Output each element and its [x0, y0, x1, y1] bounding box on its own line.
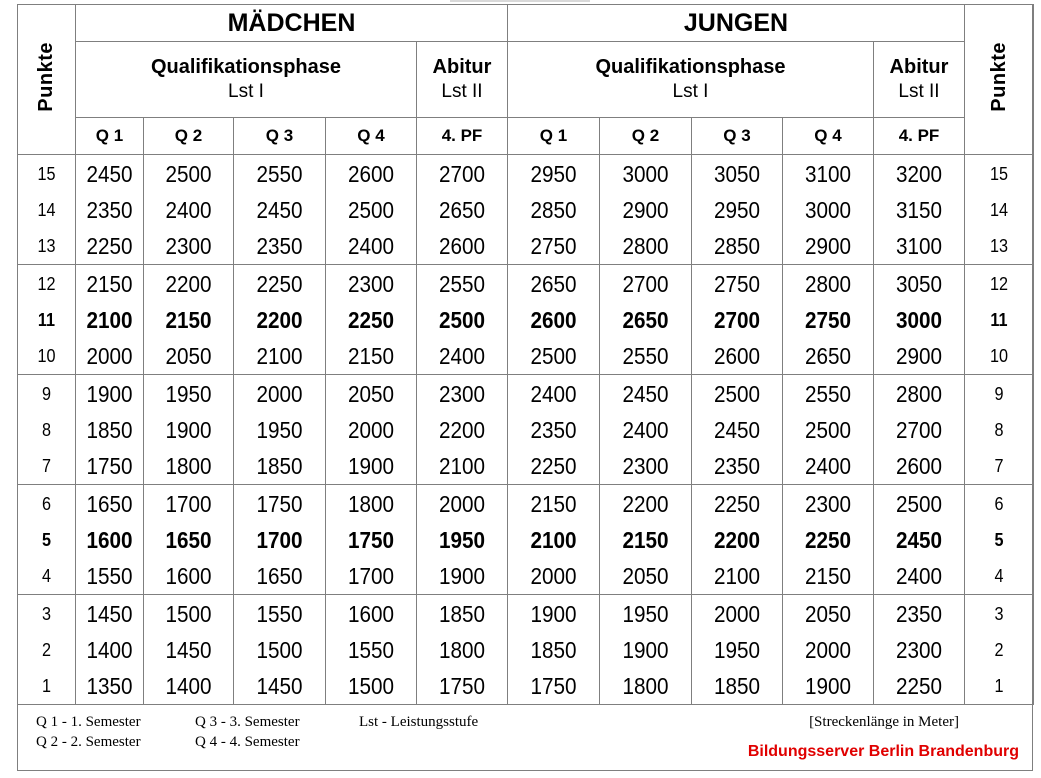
girls-value-cell [326, 485, 417, 595]
qualification-label: Qualifikationsphase [150, 55, 342, 78]
col-q3: Q 3 [692, 118, 783, 155]
distance-value: 2100 [86, 306, 133, 333]
points-value: 12 [37, 273, 56, 294]
distance-value: 1750 [438, 672, 486, 699]
boys-value-cell [692, 375, 783, 485]
points-value: 13 [989, 235, 1009, 256]
distance-value: 1800 [165, 452, 212, 479]
girls-value-cell [144, 595, 234, 705]
points-value: 14 [37, 199, 56, 220]
girls-value-cell [417, 375, 508, 485]
girls-value-cell [234, 155, 326, 265]
distance-value: 2000 [256, 380, 303, 407]
distance-value: 2350 [86, 196, 133, 223]
boys-value-cell [692, 485, 783, 595]
girls-value-cell [144, 155, 234, 265]
distance-value: 2250 [804, 526, 852, 553]
distance-value: 1800 [622, 672, 669, 699]
distance-value: 2300 [895, 636, 943, 663]
distance-value: 2400 [895, 562, 943, 589]
distance-value: 2250 [347, 306, 395, 333]
distance-value: 2300 [165, 232, 212, 259]
points-cell-left [18, 485, 76, 595]
distance-value: 2050 [804, 600, 852, 627]
girls-value-cell [76, 595, 144, 705]
distance-value: 2400 [622, 416, 669, 443]
distance-value: 1850 [256, 452, 303, 479]
distance-value: 1800 [438, 636, 486, 663]
distance-value: 2150 [622, 526, 669, 553]
boys-value-cell [783, 265, 874, 375]
distance-value: 2700 [622, 270, 669, 297]
distance-value: 2650 [804, 342, 852, 369]
distance-value: 1700 [256, 526, 303, 553]
distance-value: 2950 [713, 196, 761, 223]
distance-value: 3200 [895, 160, 943, 187]
distance-value: 2350 [895, 600, 943, 627]
boys-value-cell [874, 485, 965, 595]
distance-value: 2500 [347, 196, 395, 223]
distance-value: 2950 [530, 160, 577, 187]
distance-value: 2050 [347, 380, 395, 407]
distance-value: 3050 [713, 160, 761, 187]
distance-value: 2750 [804, 306, 852, 333]
distance-value: 2750 [713, 270, 761, 297]
distance-value: 2050 [165, 342, 212, 369]
distance-value: 1950 [622, 600, 669, 627]
points-value: 9 [994, 383, 1004, 404]
girls-value-cell [417, 265, 508, 375]
col-q1: Q 1 [76, 118, 144, 155]
distance-value: 2500 [895, 490, 943, 517]
distance-value: 1450 [86, 600, 133, 627]
girls-value-cell [234, 595, 326, 705]
legend-q4: Q 4 - 4. Semester [195, 734, 300, 750]
col-q2: Q 2 [144, 118, 234, 155]
distance-value: 2200 [622, 490, 669, 517]
boys-value-cell [508, 595, 600, 705]
distance-value: 2250 [86, 232, 133, 259]
points-value: 8 [41, 419, 51, 440]
distance-value: 2900 [804, 232, 852, 259]
points-group-row [18, 155, 1034, 265]
points-group-row [18, 595, 1034, 705]
boys-value-cell [600, 375, 692, 485]
lst-2-label: Lst II [441, 80, 483, 102]
points-cell-right [965, 155, 1034, 265]
distance-value: 2150 [86, 270, 133, 297]
points-value: 8 [994, 419, 1004, 440]
distance-value: 2600 [530, 306, 577, 333]
girls-qualification-header [76, 42, 417, 118]
points-value: 14 [989, 199, 1009, 220]
points-value: 13 [37, 235, 56, 256]
points-value: 12 [989, 273, 1009, 294]
abitur-label: Abitur [432, 55, 492, 78]
distance-value: 1700 [165, 490, 212, 517]
distance-value: 1950 [713, 636, 761, 663]
col-q4: Q 4 [326, 118, 417, 155]
distance-value: 3100 [895, 232, 943, 259]
points-value: 4 [41, 565, 51, 586]
girls-value-cell [417, 155, 508, 265]
distance-value: 1350 [86, 672, 133, 699]
girls-value-cell [234, 375, 326, 485]
boys-value-cell [874, 265, 965, 375]
girls-value-cell [326, 155, 417, 265]
distance-value: 2700 [713, 306, 761, 333]
distance-value: 2700 [438, 160, 486, 187]
points-value: 1 [41, 675, 51, 696]
distance-value: 2600 [713, 342, 761, 369]
girls-value-cell [417, 485, 508, 595]
points-group-row [18, 265, 1034, 375]
boys-value-cell [874, 155, 965, 265]
boys-value-cell [600, 595, 692, 705]
distance-value: 2200 [256, 306, 303, 333]
points-header-right: Punkte [965, 5, 1034, 155]
boys-value-cell [783, 595, 874, 705]
distance-value: 1600 [165, 562, 212, 589]
distance-value: 2850 [713, 232, 761, 259]
distance-value: 1900 [622, 636, 669, 663]
points-value: 2 [994, 639, 1004, 660]
girls-value-cell [326, 375, 417, 485]
distance-value: 2500 [530, 342, 577, 369]
distance-value: 1750 [86, 452, 133, 479]
distance-value: 2650 [438, 196, 486, 223]
legend-lst: Lst - Leistungsstufe [359, 714, 479, 730]
distance-value: 2200 [713, 526, 761, 553]
boys-value-cell [600, 155, 692, 265]
distance-value: 2400 [530, 380, 577, 407]
distance-value: 1950 [165, 380, 212, 407]
top-divider-line [450, 0, 590, 2]
credit-text: Bildungsserver Berlin Brandenburg [747, 743, 1019, 760]
col-q1: Q 1 [508, 118, 600, 155]
points-cell-right [965, 485, 1034, 595]
boys-value-cell [692, 265, 783, 375]
distance-value: 2450 [895, 526, 943, 553]
distance-value: 2150 [530, 490, 577, 517]
distance-value: 2600 [347, 160, 395, 187]
distance-value: 1750 [530, 672, 577, 699]
distance-value: 2100 [530, 526, 577, 553]
col-q2: Q 2 [600, 118, 692, 155]
legend-q3: Q 3 - 3. Semester [195, 714, 300, 730]
boys-value-cell [508, 155, 600, 265]
distance-value: 2000 [804, 636, 852, 663]
distance-value: 2750 [530, 232, 577, 259]
girls-value-cell [234, 265, 326, 375]
distance-value: 2900 [895, 342, 943, 369]
girls-value-cell [326, 595, 417, 705]
distance-value: 2350 [713, 452, 761, 479]
points-value: 1 [994, 675, 1004, 696]
distance-value: 1950 [438, 526, 486, 553]
distance-value: 2000 [438, 490, 486, 517]
distance-value: 2550 [804, 380, 852, 407]
distance-value: 1750 [256, 490, 303, 517]
distance-value: 2300 [622, 452, 669, 479]
distance-value: 2100 [713, 562, 761, 589]
distance-value: 2150 [804, 562, 852, 589]
distance-value: 2350 [256, 232, 303, 259]
legend [17, 703, 1033, 771]
girls-value-cell [417, 595, 508, 705]
distance-value: 1550 [347, 636, 395, 663]
distance-value: 1550 [256, 600, 303, 627]
col-q3: Q 3 [234, 118, 326, 155]
distance-value: 2200 [165, 270, 212, 297]
points-value: 3 [41, 603, 51, 624]
points-value: 15 [37, 163, 56, 184]
distance-value: 2900 [622, 196, 669, 223]
boys-value-cell [508, 485, 600, 595]
girls-value-cell [76, 265, 144, 375]
boys-qualification-header [508, 42, 874, 118]
boys-value-cell [874, 595, 965, 705]
distance-value: 2450 [256, 196, 303, 223]
lst-2-label: Lst II [898, 80, 940, 102]
distance-value: 1850 [86, 416, 133, 443]
distance-value: 2150 [347, 342, 395, 369]
distance-value: 2600 [438, 232, 486, 259]
distance-value: 2550 [438, 270, 486, 297]
girls-value-cell [76, 155, 144, 265]
points-cell-right [965, 595, 1034, 705]
distance-value: 1500 [256, 636, 303, 663]
distance-value: 2300 [438, 380, 486, 407]
distance-value: 2650 [530, 270, 577, 297]
boys-value-cell [600, 265, 692, 375]
distance-value: 2000 [86, 342, 133, 369]
distance-value: 2600 [895, 452, 943, 479]
distance-value: 3000 [804, 196, 852, 223]
distance-value: 3100 [804, 160, 852, 187]
boys-value-cell [783, 155, 874, 265]
distance-value: 2650 [622, 306, 669, 333]
distance-value: 2250 [895, 672, 943, 699]
distance-value: 2250 [713, 490, 761, 517]
legend-q1: Q 1 - 1. Semester [36, 714, 141, 730]
distance-value: 2300 [347, 270, 395, 297]
points-value: 7 [41, 455, 51, 476]
distance-value: 1600 [86, 526, 133, 553]
distance-value: 2000 [530, 562, 577, 589]
distance-value: 2500 [165, 160, 212, 187]
distance-value: 1750 [347, 526, 395, 553]
distance-value: 1800 [347, 490, 395, 517]
col-q4: Q 4 [783, 118, 874, 155]
points-cell-right [965, 265, 1034, 375]
girls-value-cell [144, 265, 234, 375]
distance-value: 2050 [622, 562, 669, 589]
girls-value-cell [76, 485, 144, 595]
distance-value: 1900 [530, 600, 577, 627]
girls-value-cell [144, 485, 234, 595]
points-cell-left [18, 595, 76, 705]
distance-value: 1900 [804, 672, 852, 699]
points-value: 2 [41, 639, 51, 660]
distance-value: 1900 [86, 380, 133, 407]
distance-value: 1850 [438, 600, 486, 627]
boys-value-cell [692, 155, 783, 265]
distance-value: 2300 [804, 490, 852, 517]
distance-value: 2450 [86, 160, 133, 187]
distance-value: 2350 [530, 416, 577, 443]
distance-value: 1900 [438, 562, 486, 589]
unit-note: [Streckenlänge in Meter] [809, 714, 959, 730]
col-4pf: 4. PF [417, 118, 508, 155]
legend-q2: Q 2 - 2. Semester [36, 734, 141, 750]
distance-value: 2500 [804, 416, 852, 443]
distance-value: 2400 [804, 452, 852, 479]
distance-value: 1600 [347, 600, 395, 627]
points-value: 15 [989, 163, 1009, 184]
distance-value: 2200 [438, 416, 486, 443]
girls-value-cell [326, 265, 417, 375]
distance-value: 2800 [622, 232, 669, 259]
boys-abitur-header [874, 42, 965, 118]
distance-value: 1850 [713, 672, 761, 699]
distance-value: 2550 [256, 160, 303, 187]
distance-value: 2800 [895, 380, 943, 407]
points-group-row [18, 485, 1034, 595]
distance-value: 2400 [165, 196, 212, 223]
points-value: 9 [41, 383, 51, 404]
points-cell-left [18, 155, 76, 265]
points-value: 4 [994, 565, 1004, 586]
distance-value: 1850 [530, 636, 577, 663]
distance-value: 2400 [347, 232, 395, 259]
abitur-label: Abitur [889, 55, 949, 78]
distance-value: 1650 [86, 490, 133, 517]
distance-value: 2100 [438, 452, 486, 479]
distance-value: 1900 [165, 416, 212, 443]
distance-value: 1450 [165, 636, 212, 663]
points-value: 11 [37, 309, 56, 330]
distance-value: 1700 [347, 562, 395, 589]
girls-value-cell [234, 485, 326, 595]
distance-value: 2100 [256, 342, 303, 369]
score-table [17, 4, 1034, 705]
points-header-left: Punkte [18, 5, 76, 155]
girls-value-cell [144, 375, 234, 485]
distance-value: 1900 [347, 452, 395, 479]
distance-value: 2000 [713, 600, 761, 627]
distance-value: 2250 [256, 270, 303, 297]
distance-value: 2850 [530, 196, 577, 223]
distance-value: 3150 [895, 196, 943, 223]
distance-value: 2800 [804, 270, 852, 297]
points-value: 10 [989, 345, 1009, 366]
boys-value-cell [692, 595, 783, 705]
distance-value: 3050 [895, 270, 943, 297]
distance-value: 2150 [165, 306, 212, 333]
points-value: 5 [41, 529, 51, 550]
distance-value: 1650 [256, 562, 303, 589]
distance-value: 1400 [86, 636, 133, 663]
distance-value: 1950 [256, 416, 303, 443]
points-cell-left [18, 265, 76, 375]
distance-value: 2500 [438, 306, 486, 333]
distance-value: 2250 [530, 452, 577, 479]
points-value: 6 [994, 493, 1004, 514]
qualification-label: Qualifikationsphase [595, 55, 786, 78]
distance-value: 1500 [165, 600, 212, 627]
distance-value: 3000 [622, 160, 669, 187]
distance-value: 2700 [895, 416, 943, 443]
distance-value: 2450 [622, 380, 669, 407]
points-value: 6 [41, 493, 51, 514]
points-value: 10 [37, 345, 56, 366]
distance-value: 1650 [165, 526, 212, 553]
distance-value: 1400 [165, 672, 212, 699]
boys-value-cell [783, 485, 874, 595]
points-value: 11 [990, 309, 1008, 330]
distance-value: 2400 [438, 342, 486, 369]
distance-value: 1450 [256, 672, 303, 699]
distance-value: 2000 [347, 416, 395, 443]
points-cell-left [18, 375, 76, 485]
girls-abitur-header [417, 42, 508, 118]
boys-value-cell [600, 485, 692, 595]
boys-value-cell [508, 375, 600, 485]
distance-value: 1550 [86, 562, 133, 589]
distance-value: 2550 [622, 342, 669, 369]
col-4pf: 4. PF [874, 118, 965, 155]
points-value: 3 [994, 603, 1004, 624]
points-cell-right [965, 375, 1034, 485]
lst-1-label: Lst I [228, 80, 264, 102]
boys-header: JUNGEN [508, 5, 965, 42]
distance-value: 2450 [713, 416, 761, 443]
distance-value: 1500 [347, 672, 395, 699]
distance-value: 3000 [895, 306, 943, 333]
girls-value-cell [76, 375, 144, 485]
boys-value-cell [508, 265, 600, 375]
points-group-row [18, 375, 1034, 485]
points-value: 7 [994, 455, 1004, 476]
boys-value-cell [874, 375, 965, 485]
girls-header: MÄDCHEN [76, 5, 508, 42]
points-value: 5 [994, 529, 1004, 550]
lst-1-label: Lst I [672, 80, 709, 102]
boys-value-cell [783, 375, 874, 485]
distance-value: 2500 [713, 380, 761, 407]
